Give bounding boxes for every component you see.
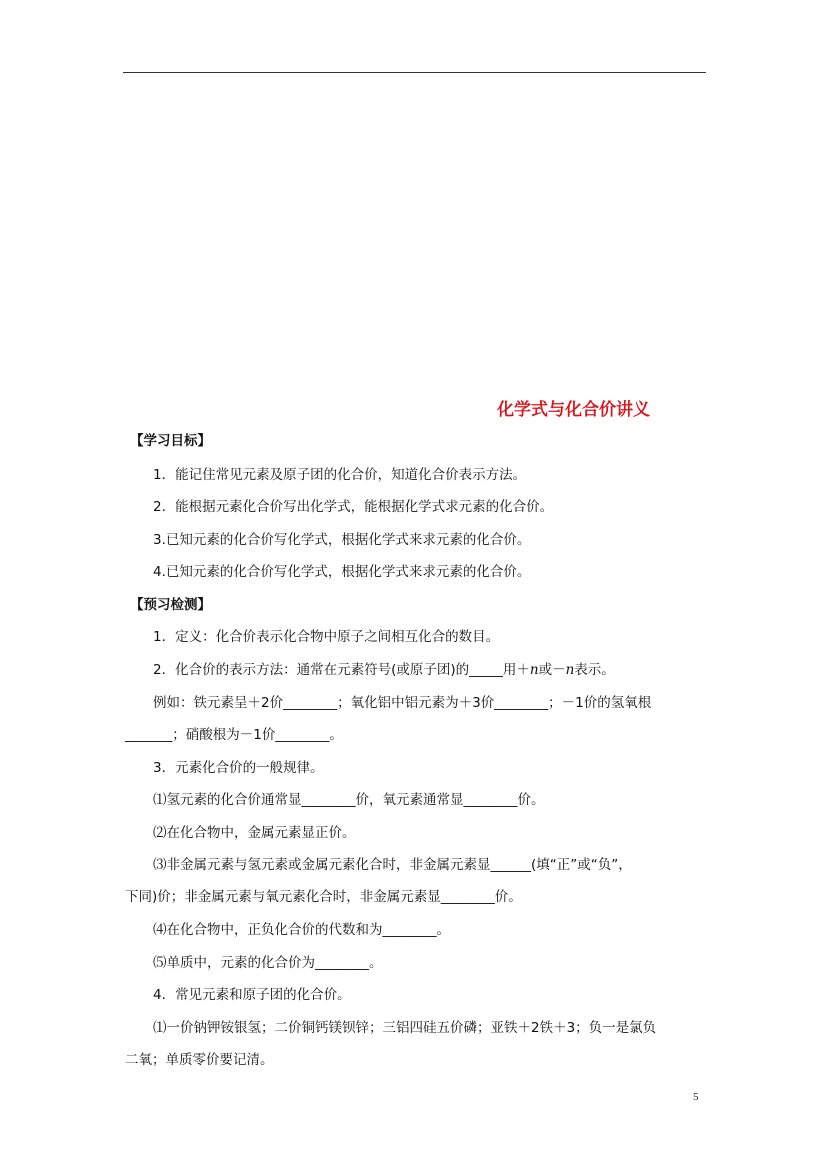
preview-line-rule-1: ⑴氢元素的化合价通常显________价，氧元素通常显________价。: [153, 792, 545, 808]
header-rule: [123, 72, 706, 73]
notation-n-plus: n: [529, 662, 539, 678]
objective-item-1: 1．能记住常见元素及原子团的化合价，知道化合价表示方法。: [153, 467, 527, 483]
preview-line-rule-3-cont: 下同)价；非金属元素与氧元素化合时，非金属元素显________价。: [125, 889, 522, 905]
section-heading-objectives: 【学习目标】: [130, 433, 211, 449]
objective-item-4: 4.已知元素的化合价写化学式，根据化学式来求元素的化合价。: [153, 564, 531, 580]
preview-line-example-cont: _______；硝酸根为－1价________。: [125, 727, 343, 743]
objective-item-3: 3.已知元素的化合价写化学式，根据化学式来求元素的化合价。: [153, 532, 531, 548]
notation-text-post: 表示。: [574, 662, 615, 678]
objective-item-2: 2．能根据元素化合价写出化学式，能根据化学式求元素的化合价。: [153, 499, 554, 515]
section-heading-preview: 【预习检测】: [130, 597, 211, 613]
page-number: 5: [693, 1091, 699, 1103]
preview-line-rule-4: ⑷在化合物中，正负化合价的代数和为________。: [153, 922, 450, 938]
preview-line-notation: [153, 661, 615, 679]
preview-line-common-valences: 4．常见元素和原子团的化合价。: [153, 987, 351, 1003]
notation-n-minus: n: [565, 662, 575, 678]
preview-line-rule-5: ⑸单质中，元素的化合价为________。: [153, 955, 383, 971]
preview-line-example: 例如：铁元素呈＋2价________；氧化铝中铝元素为＋3价________；－1价的氢氧根: [153, 695, 652, 711]
preview-line-definition: 1．定义：化合价表示化合物中原子之间相互化合的数目。: [153, 629, 500, 645]
preview-line-mnemonic: ⑴一价钠钾铵银氢；二价铜钙镁钡锌；三铝四硅五价磷；亚铁＋2铁＋3；负一是氯负: [153, 1020, 657, 1036]
preview-line-rule-3: ⑶非金属元素与氢元素或金属元素化合时，非金属元素显______(填“正”或“负”，: [153, 857, 632, 873]
preview-line-mnemonic-cont: 二氧；单质零价要记清。: [125, 1052, 274, 1068]
notation-text-pre: 2．化合价的表示方法：通常在元素符号(或原子团)的_____用＋: [153, 662, 530, 678]
notation-text-mid: 或－: [538, 662, 566, 678]
preview-line-rules-heading: 3．元素化合价的一般规律。: [153, 760, 324, 776]
preview-line-rule-2: ⑵在化合物中，金属元素显正价。: [153, 825, 356, 841]
page-title: 化学式与化合价讲义: [497, 400, 650, 420]
